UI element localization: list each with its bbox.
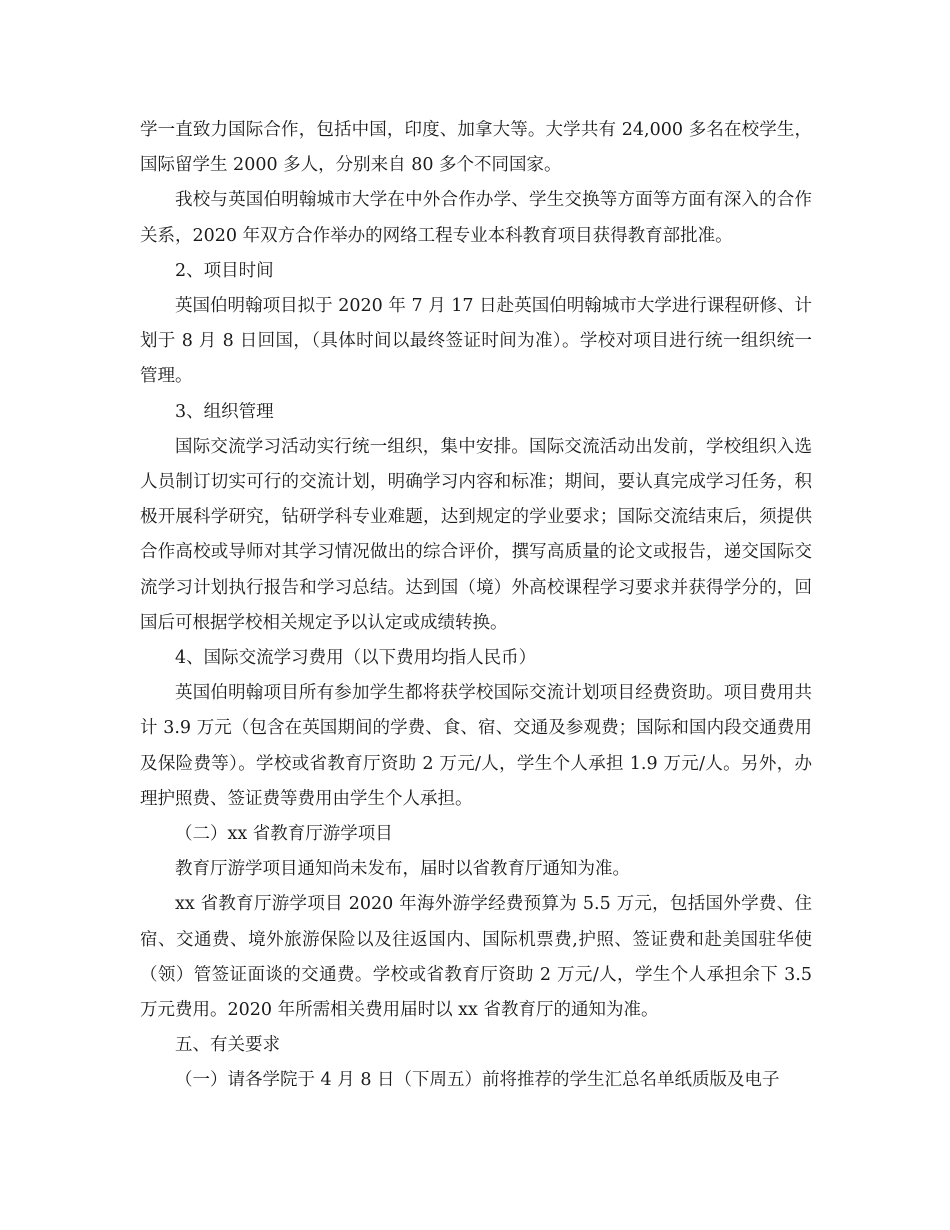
- heading-requirements: 五、有关要求: [175, 1035, 280, 1056]
- paragraph-study-tour-notice: 教育厅游学项目通知尚未发布，届时以省教育厅通知为准。: [175, 859, 630, 880]
- paragraph-cooperation: 我校与英国伯明翰城市大学在中外合作办学、学生交换等方面等方面有深入的合作关系，2020 年双方合作举办的网络工程专业本科教育项目获得教育部批准。: [140, 190, 812, 246]
- heading-study-tour: （二）xx 省教育厅游学项目: [175, 824, 393, 845]
- heading-project-time: 2、项目时间: [175, 260, 274, 281]
- document-page: [140, 113, 812, 1099]
- paragraph-study-tour-budget: xx 省教育厅游学项目 2020 年海外游学经费预算为 5.5 万元，包括国外学费、住宿、交通费、境外旅游保险以及往返国内、国际机票费,护照、签证费和赴美国驻华使（领）管签证面谈的交通费。学校或省教育厅资助 2 万元/人，学生个人承担余下 3.5 万元费用。2020 年所需相关费用届时以 xx 省教育厅的通知为准。: [140, 894, 812, 1021]
- heading-organization: 3、组织管理: [175, 401, 274, 422]
- paragraph-fees: 英国伯明翰项目所有参加学生都将获学校国际交流计划项目经费资助。项目费用共计 3.9 万元（包含在英国期间的学费、食、宿、交通及参观费；国际和国内段交通费用及保险费等）。学校或省教育厅资助 2 万元/人，学生个人承担 1.9 万元/人。另外，办理护照费、签证费等费用由学生个人承担。: [140, 683, 812, 809]
- paragraph-requirement-one: （一）请各学院于 4 月 8 日（下周五）前将推荐的学生汇总名单纸质版及电子: [175, 1070, 780, 1091]
- paragraph-university-intro: 学一直致力国际合作，包括中国，印度、加拿大等。大学共有 24,000 多名在校学生，国际留学生 2000 多人，分别来自 80 多个不同国家。: [140, 120, 812, 176]
- paragraph-project-time: 英国伯明翰项目拟于 2020 年 7 月 17 日赴英国伯明翰城市大学进行课程研修、计划于 8 月 8 日回国，（具体时间以最终签证时间为准）。学校对项目进行统一组织统一管理。: [140, 296, 812, 387]
- heading-fees: 4、国际交流学习费用（以下费用均指人民币）: [175, 648, 537, 669]
- paragraph-organization: 国际交流学习活动实行统一组织，集中安排。国际交流活动出发前，学校组织入选人员制订切实可行的交流计划，明确学习内容和标准；期间，要认真完成学习任务，积极开展科学研究，钻研学科专业难题，达到规定的学业要求；国际交流结束后，须提供合作高校或导师对其学习情况做出的综合评价，撰写高质量的论文或报告，递交国际交流学习计划执行报告和学习总结。达到国（境）外高校课程学习要求并获得学分的，回国后可根据学校相关规定予以认定或成绩转换。: [140, 436, 812, 633]
